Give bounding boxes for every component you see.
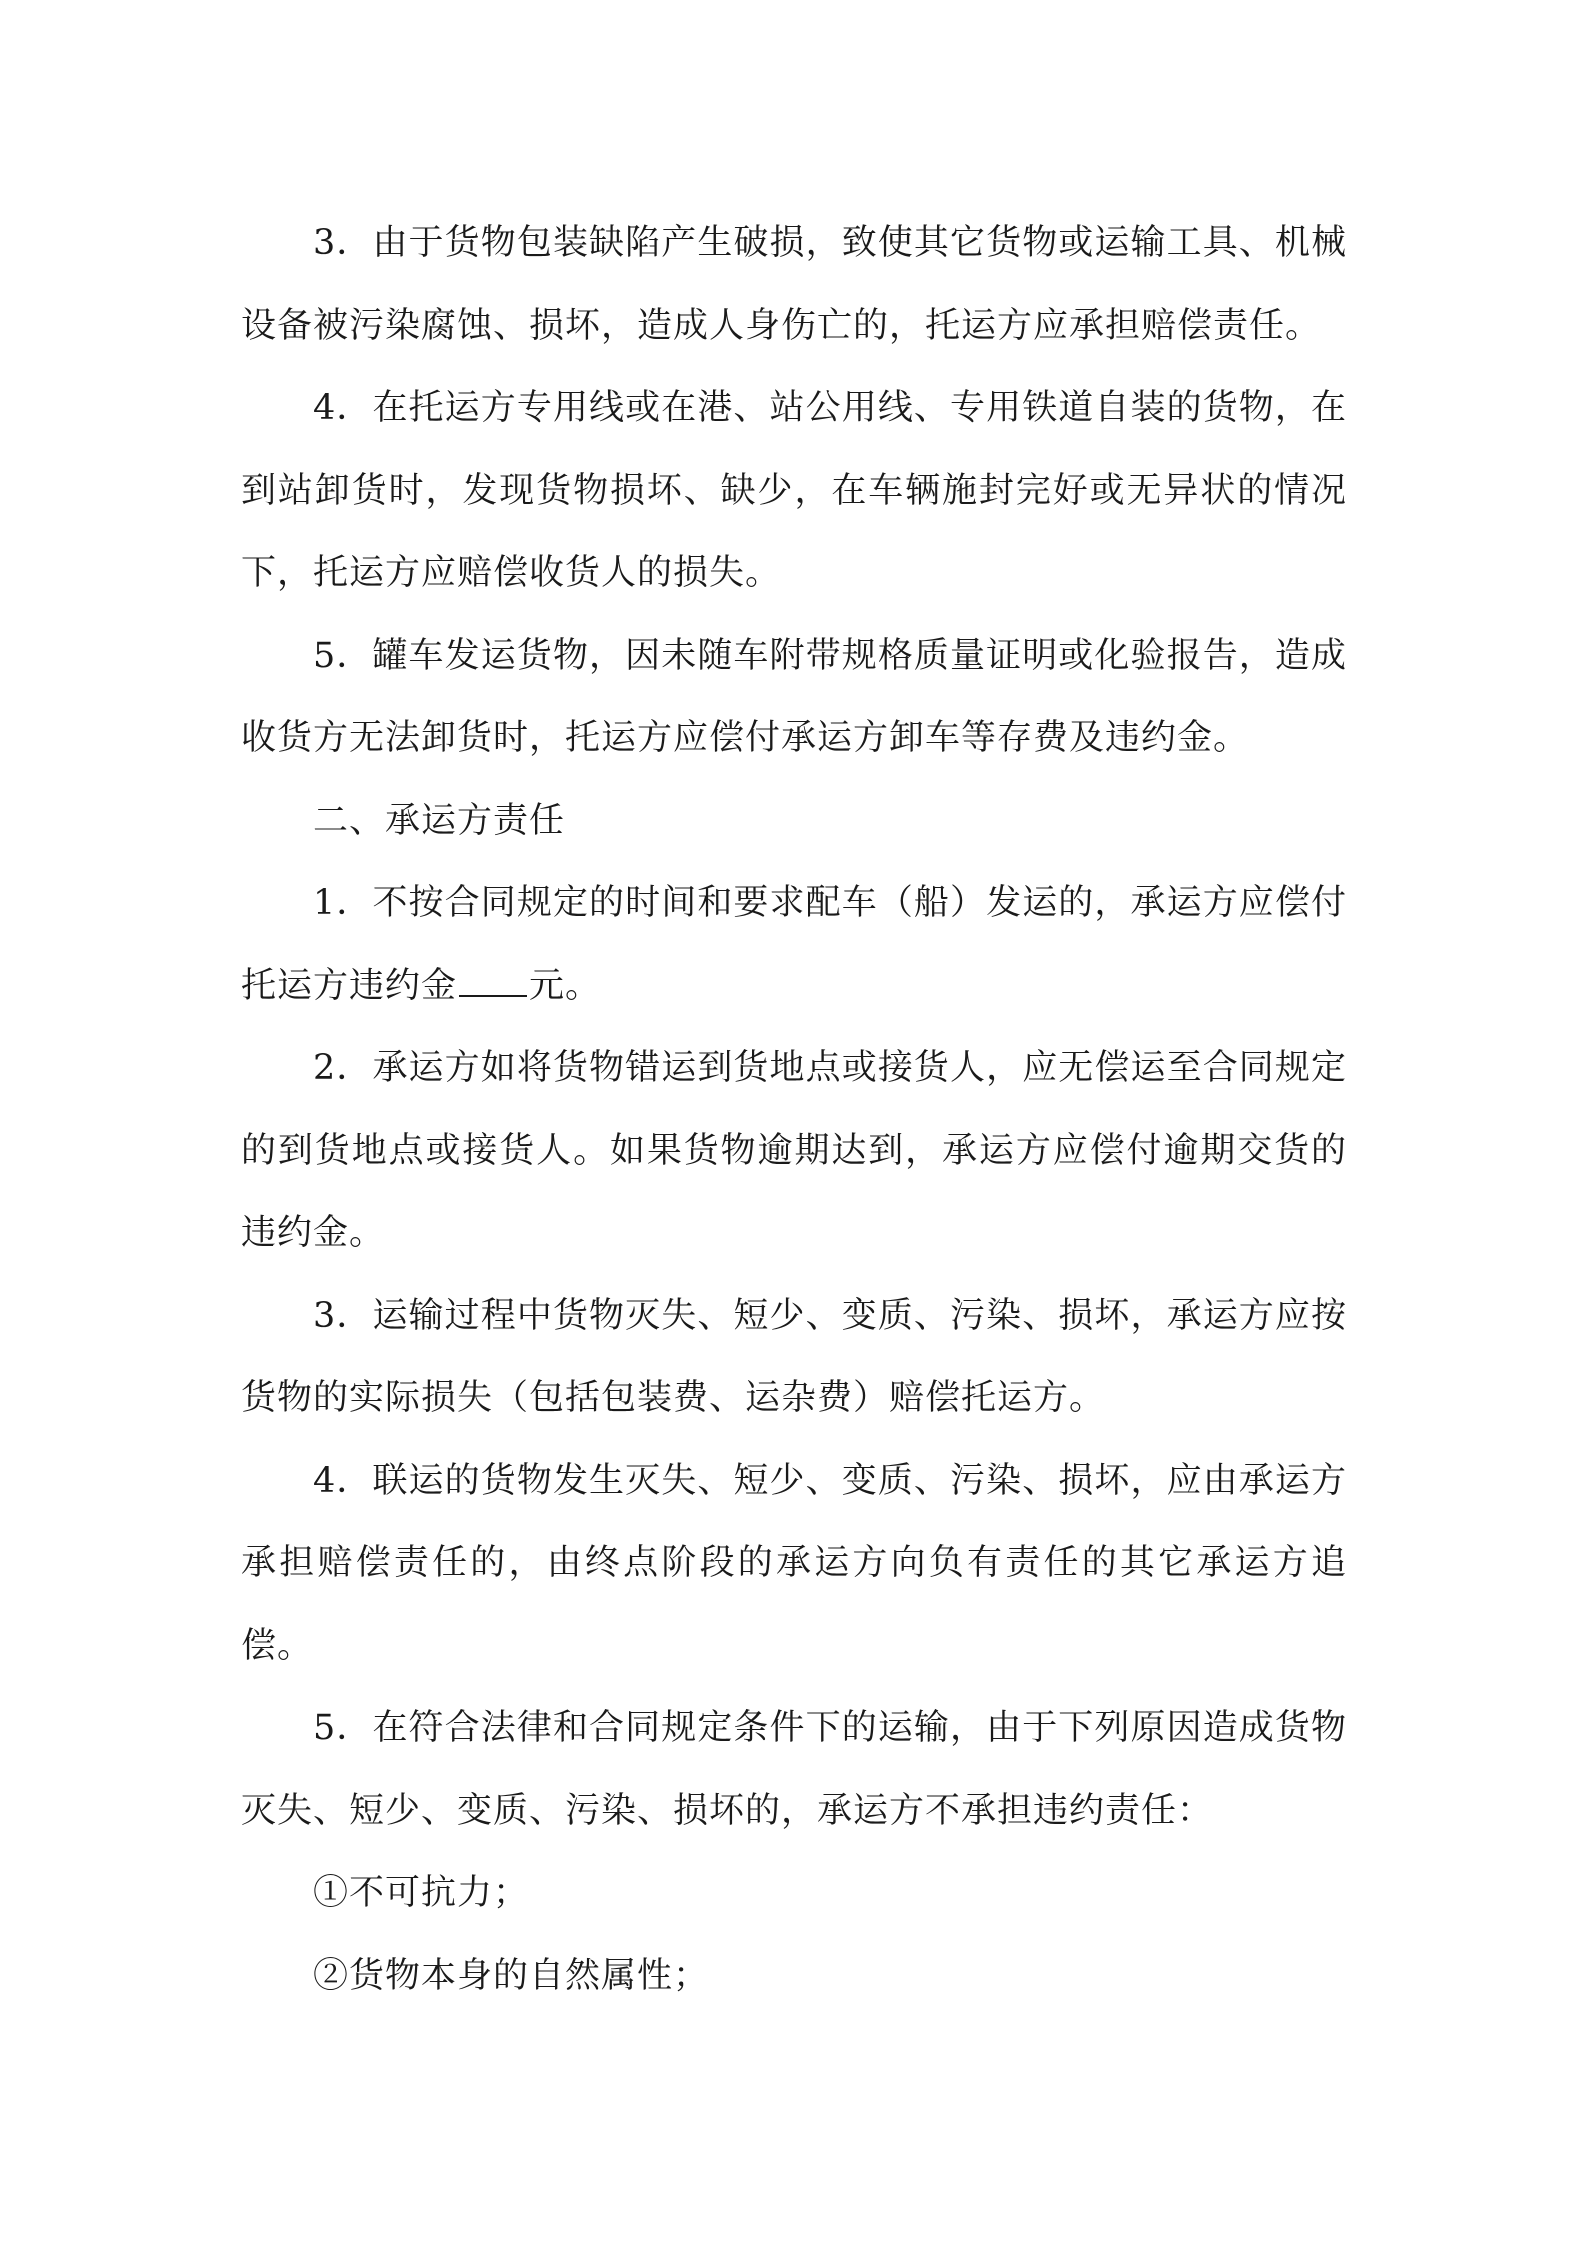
- exemption-item-natural-property: ②货物本身的自然属性；: [313, 1955, 710, 1996]
- exemption-item-force-majeure: ①不可抗力；: [313, 1873, 530, 1913]
- paragraph-transit-loss: 3．运输过程中货物灭失、短少、变质、污染、损坏，承运方应按货物的实际损失（包括包装费、运杂费）赔偿托运方。: [241, 1295, 1347, 1418]
- paragraph-misdelivery: 2．承运方如将货物错运到货地点或接货人，应无偿运至合同规定的到货地点或接货人。如果货物逾期达到，承运方应偿付逾期交货的违约金。: [241, 1048, 1347, 1253]
- penalty-unit: 元。: [529, 965, 602, 1006]
- paragraph-self-loading: 4．在托运方专用线或在港、站公用线、专用铁道自装的货物，在到站卸货时，发现货物损坏、缺少，在车辆施封完好或无异状的情况下，托运方应赔偿收货人的损失。: [241, 388, 1347, 593]
- section-heading-carrier-liability: 二、承运方责任: [313, 800, 566, 841]
- paragraph-joint-transport: 4．联运的货物发生灭失、短少、变质、污染、损坏，应由承运方承担赔偿责任的，由终点阶段的承运方向负有责任的其它承运方追偿。: [241, 1460, 1347, 1666]
- penalty-amount-blank: [459, 967, 527, 997]
- document-body: [241, 202, 1347, 2017]
- paragraph-late-dispatch: [241, 862, 1347, 1027]
- paragraph-packaging-defect: 3．由于货物包装缺陷产生破损，致使其它货物或运输工具、机械设备被污染腐蚀、损坏，造成人身伤亡的，托运方应承担赔偿责任。: [241, 223, 1347, 346]
- paragraph-late-dispatch-text: 1．不按合同规定的时间和要求配车（船）发运的，承运方应偿付托运方违约金: [241, 883, 1347, 1006]
- paragraph-exemptions: 5．在符合法律和合同规定条件下的运输，由于下列原因造成货物灭失、短少、变质、污染、损坏的，承运方不承担违约责任：: [241, 1708, 1347, 1831]
- paragraph-tank-car: 5．罐车发运货物，因未随车附带规格质量证明或化验报告，造成收货方无法卸货时，托运方应偿付承运方卸车等存费及违约金。: [241, 635, 1347, 758]
